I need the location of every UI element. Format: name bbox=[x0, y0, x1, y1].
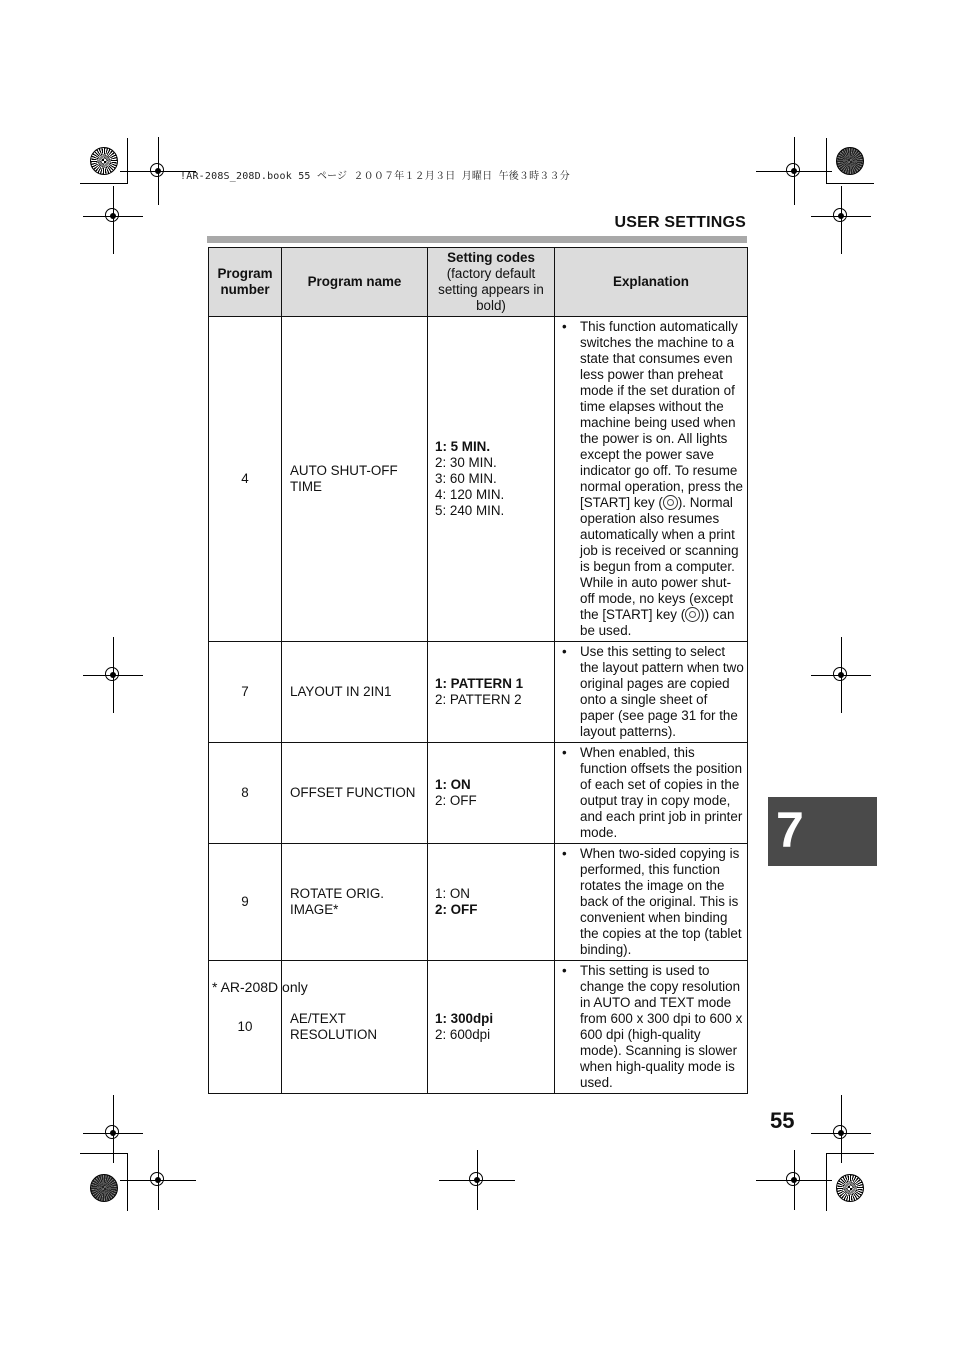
program-name: OFFSET FUNCTION bbox=[282, 743, 428, 844]
explanation-text: When two-sided copying is performed, this function rotates the image on the back of the original. This is convenient when binding the copies at the top (tablet binding). bbox=[580, 846, 742, 957]
setting-code: 2: PATTERN 2 bbox=[435, 692, 522, 707]
section-title: USER SETTINGS bbox=[614, 214, 746, 231]
explanation-text-part: )) can be used. bbox=[580, 607, 735, 638]
title-rule bbox=[207, 236, 747, 243]
explanation-bullet bbox=[559, 319, 744, 639]
crop-mark bbox=[127, 138, 128, 184]
registration-rosette-top-left bbox=[90, 147, 118, 175]
explanation bbox=[555, 961, 748, 1094]
crop-mark bbox=[826, 1153, 874, 1154]
explanation-text: When enabled, this function offsets the position of each set of copies in the output tray in copy mode, and each print job in printer mode. bbox=[580, 745, 743, 840]
setting-codes bbox=[428, 743, 555, 844]
table-row bbox=[209, 743, 748, 844]
registration-rosette-bottom-left bbox=[90, 1174, 118, 1202]
program-number: 4 bbox=[209, 317, 282, 642]
explanation bbox=[555, 642, 748, 743]
setting-codes bbox=[428, 961, 555, 1094]
setting-code: 2: 600dpi bbox=[435, 1027, 491, 1042]
setting-code: 2: OFF bbox=[435, 793, 477, 808]
setting-code: 4: 120 MIN. bbox=[435, 487, 505, 502]
setting-code: 2: 30 MIN. bbox=[435, 455, 497, 470]
explanation-text-part: ). Normal operation also resumes automatically when a print job is received or scanning is begun from a computer. While in auto power shut-off mode, no keys (except the [START] key ( bbox=[580, 495, 739, 622]
print-header: !AR-208S_208D.book 55 ページ ２００７年１２月３日 月曜日 午後３時３３分 bbox=[180, 171, 570, 182]
crop-mark bbox=[80, 1153, 128, 1154]
bullet-glyph: • bbox=[562, 963, 567, 978]
explanation-bullet bbox=[559, 745, 744, 841]
program-number: 8 bbox=[209, 743, 282, 844]
explanation-bullet bbox=[559, 963, 744, 1091]
explanation-text-part: This function automatically switches the machine to a state that consumes even less power than preheat mode if the set duration of time elapses without the machine being used when the power is on. All lights except the power save indicator go off. To resume normal operation, press the [START] key ( bbox=[580, 319, 744, 510]
setting-code: 1: ON bbox=[435, 777, 471, 792]
explanation-bullet bbox=[559, 846, 744, 958]
header-program-number: Program number bbox=[209, 248, 282, 317]
program-name: ROTATE ORIG. IMAGE* bbox=[282, 844, 428, 961]
program-name: LAYOUT IN 2IN1 bbox=[282, 642, 428, 743]
header-program-name: Program name bbox=[282, 248, 428, 317]
setting-code: 1: 5 MIN. bbox=[435, 439, 491, 454]
bullet-glyph: • bbox=[562, 644, 567, 659]
header-explanation: Explanation bbox=[555, 248, 748, 317]
explanation bbox=[555, 844, 748, 961]
table-row bbox=[209, 844, 748, 961]
setting-code: 2: OFF bbox=[435, 902, 478, 917]
crop-mark bbox=[127, 1153, 128, 1211]
header-setting-codes bbox=[428, 248, 555, 317]
setting-codes bbox=[428, 317, 555, 642]
table-row bbox=[209, 642, 748, 743]
explanation-bullet bbox=[559, 644, 744, 740]
registration-rosette-top-right bbox=[836, 147, 864, 175]
bullet-glyph: • bbox=[562, 846, 567, 861]
header-setting-codes-title: Setting codes bbox=[447, 250, 535, 265]
crop-mark bbox=[826, 1153, 827, 1211]
setting-code: 1: 300dpi bbox=[435, 1011, 494, 1026]
page-number: 55 bbox=[770, 1108, 795, 1133]
program-number: 9 bbox=[209, 844, 282, 961]
footnote: * AR-208D only bbox=[212, 979, 308, 995]
bullet-glyph: • bbox=[562, 319, 567, 334]
start-key-icon bbox=[663, 495, 678, 510]
setting-code: 1: ON bbox=[435, 886, 470, 901]
program-number: 7 bbox=[209, 642, 282, 743]
explanation bbox=[555, 743, 748, 844]
program-name: AE/TEXT RESOLUTION bbox=[282, 961, 428, 1094]
program-name: AUTO SHUT-OFF TIME bbox=[282, 317, 428, 642]
header-setting-codes-note: (factory default setting appears in bold) bbox=[438, 266, 544, 313]
setting-code: 5: 240 MIN. bbox=[435, 503, 505, 518]
explanation-text: Use this setting to select the layout pattern when two original pages are copied onto a single sheet of paper (see page 31 for the layout patterns). bbox=[580, 644, 744, 739]
start-key-icon bbox=[685, 607, 700, 622]
explanation-text bbox=[580, 319, 744, 639]
table-header-row bbox=[209, 248, 748, 317]
crop-mark bbox=[826, 138, 827, 184]
setting-code: 1: PATTERN 1 bbox=[435, 676, 524, 691]
setting-code: 3: 60 MIN. bbox=[435, 471, 497, 486]
settings-table bbox=[208, 247, 748, 1094]
crop-mark bbox=[80, 183, 128, 184]
program-number: 10 bbox=[209, 961, 282, 1094]
explanation bbox=[555, 317, 748, 642]
registration-rosette-bottom-right bbox=[836, 1174, 864, 1202]
crop-mark bbox=[826, 183, 874, 184]
explanation-text: This setting is used to change the copy resolution in AUTO and TEXT mode from 600 x 300 dpi to 600 x 600 dpi (high-quality mode). Scanning is slower when high-quality mode is used. bbox=[580, 963, 743, 1090]
setting-codes bbox=[428, 844, 555, 961]
table-row bbox=[209, 317, 748, 642]
bullet-glyph: • bbox=[562, 745, 567, 760]
chapter-number: 7 bbox=[776, 802, 804, 858]
setting-codes bbox=[428, 642, 555, 743]
